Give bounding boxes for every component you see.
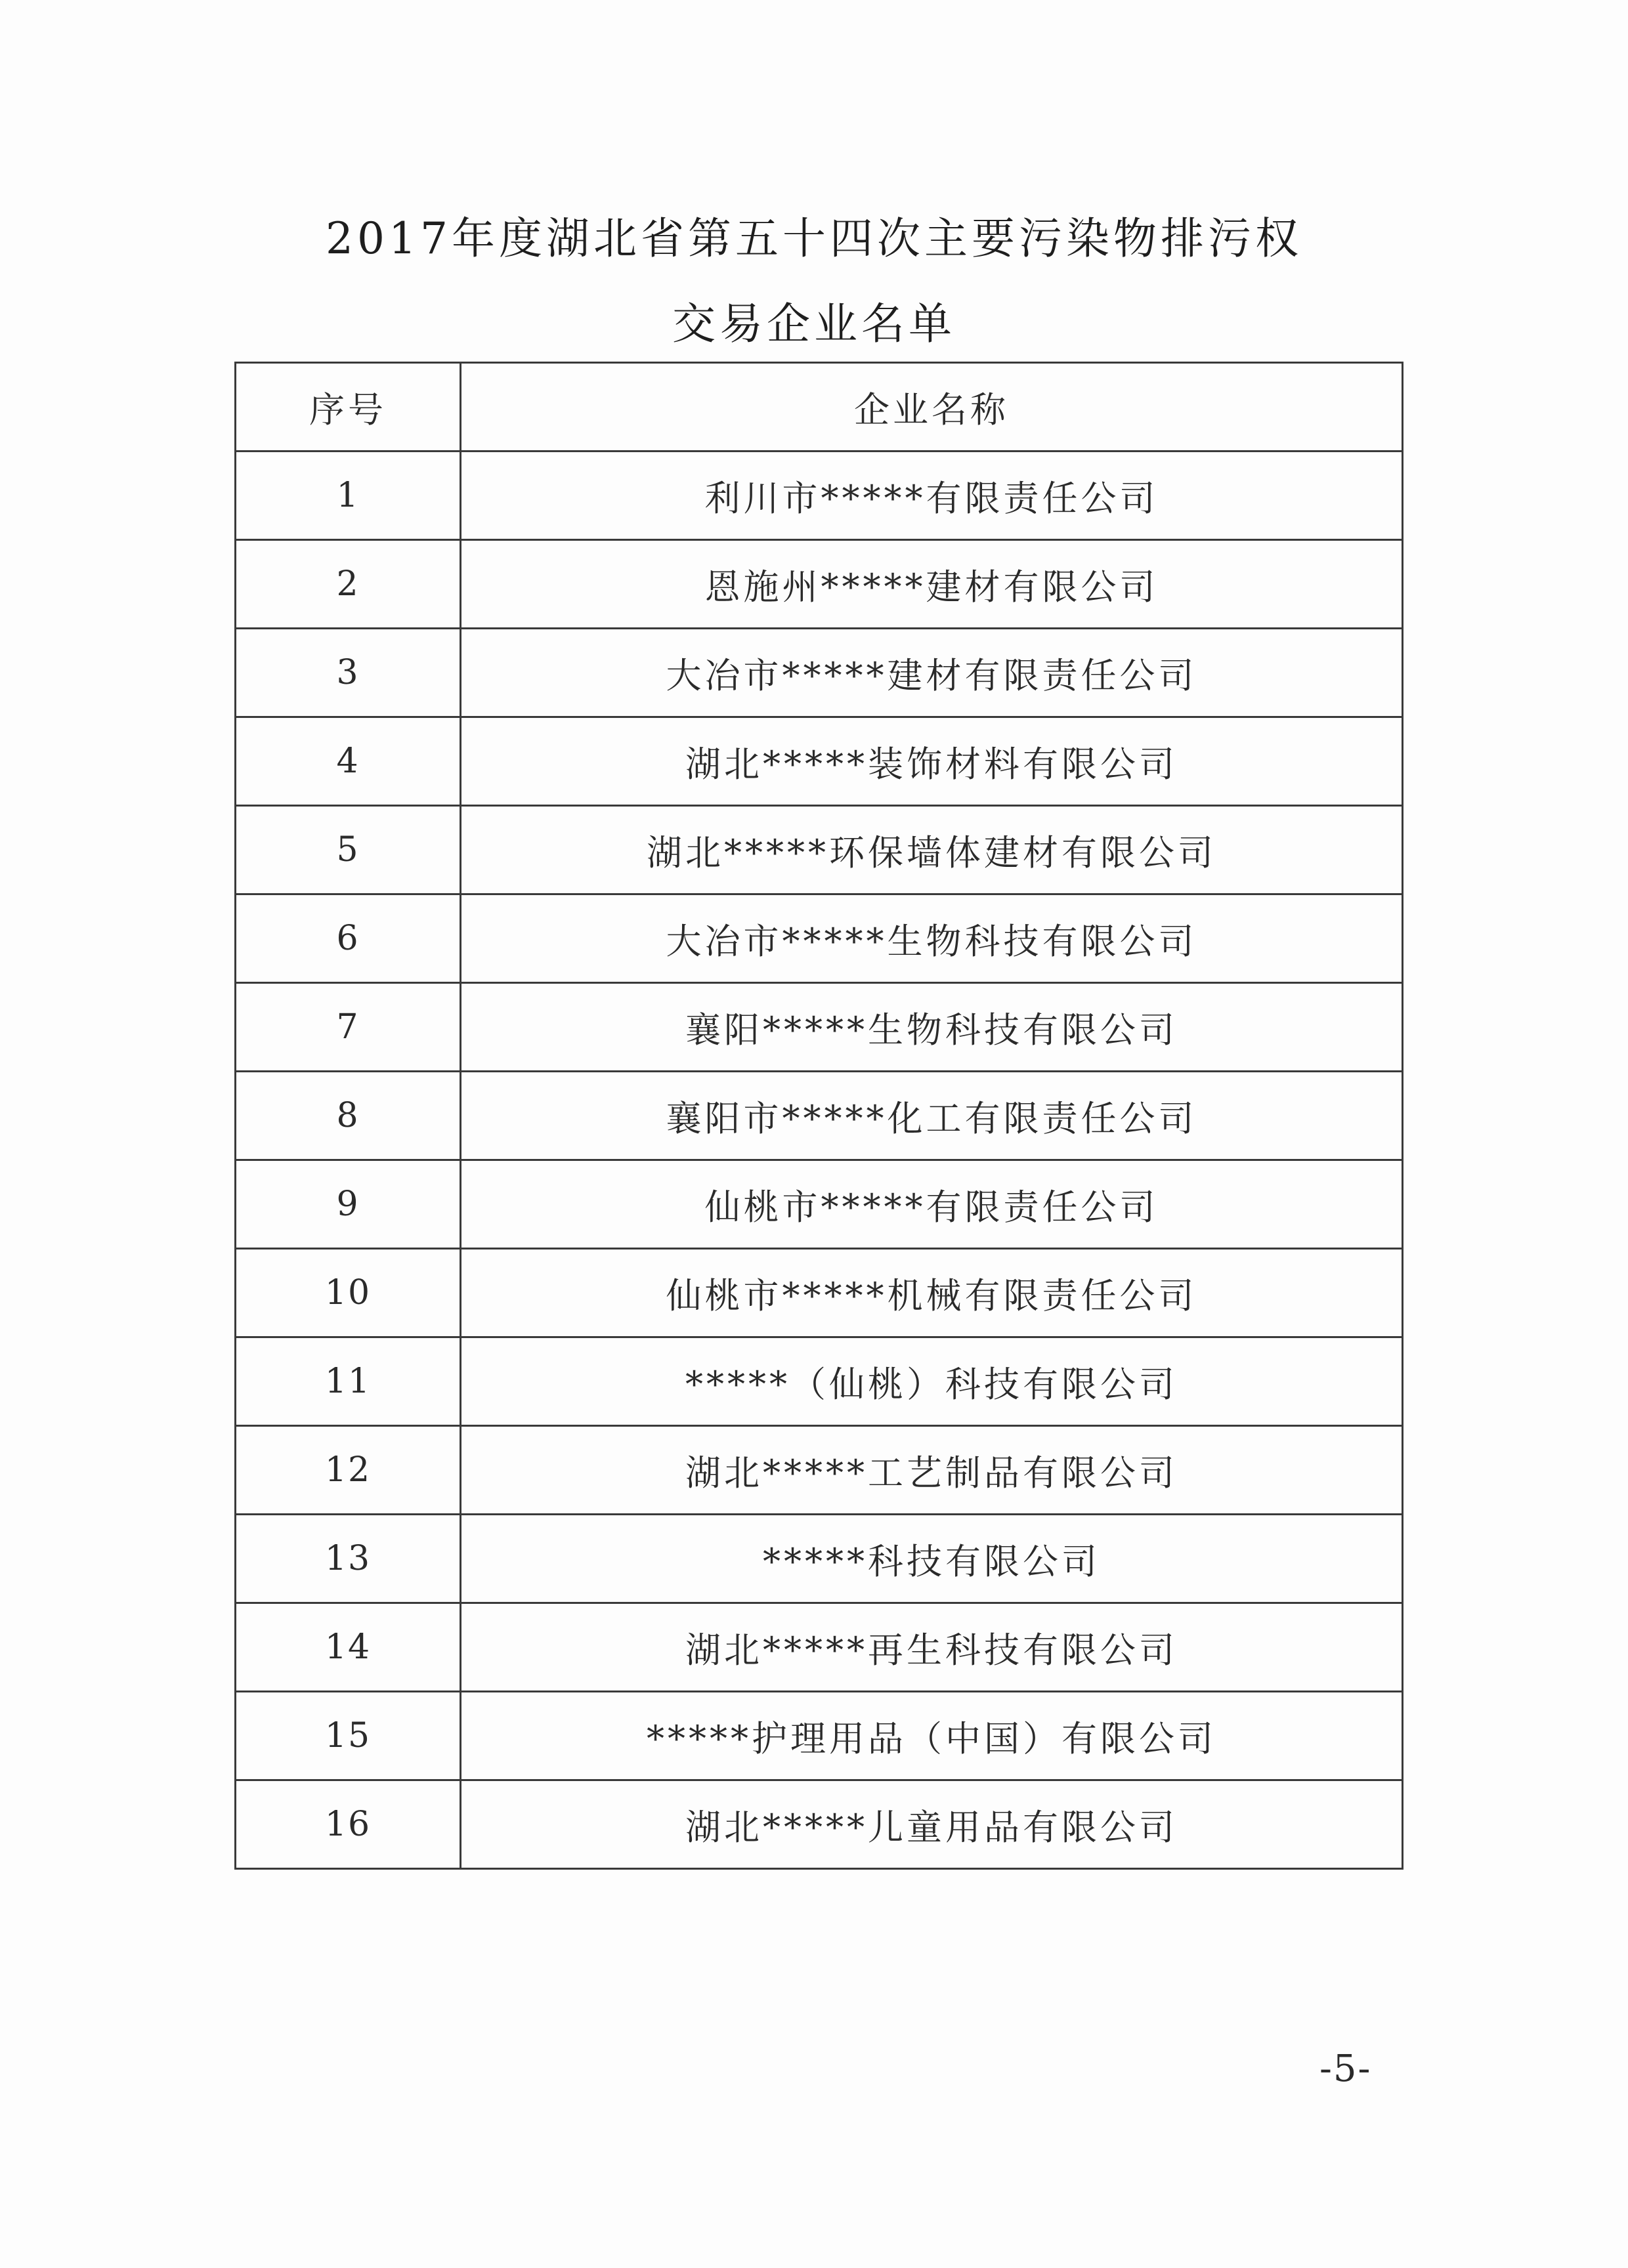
row-serial-number: 15 <box>236 1692 461 1780</box>
row-enterprise-name: 湖北*****工艺制品有限公司 <box>461 1426 1403 1515</box>
table-row <box>236 1337 1403 1426</box>
table-row <box>236 1160 1403 1249</box>
table-row <box>236 894 1403 983</box>
row-enterprise-name: 大冶市*****生物科技有限公司 <box>461 894 1403 983</box>
table-row <box>236 1072 1403 1160</box>
table-row <box>236 983 1403 1072</box>
row-enterprise-name: *****（仙桃）科技有限公司 <box>461 1337 1403 1426</box>
row-serial-number: 7 <box>236 983 461 1072</box>
row-serial-number: 6 <box>236 894 461 983</box>
table-row <box>236 452 1403 540</box>
row-serial-number: 3 <box>236 629 461 717</box>
enterprise-list-table <box>234 362 1403 1870</box>
table-row <box>236 806 1403 894</box>
row-serial-number: 13 <box>236 1515 461 1603</box>
row-enterprise-name: *****科技有限公司 <box>461 1515 1403 1603</box>
row-enterprise-name: 襄阳市*****化工有限责任公司 <box>461 1072 1403 1160</box>
table-row <box>236 1603 1403 1692</box>
table-row <box>236 1780 1403 1869</box>
row-serial-number: 4 <box>236 717 461 806</box>
table-row <box>236 1249 1403 1337</box>
row-serial-number: 1 <box>236 452 461 540</box>
page-number: -5- <box>1319 2048 1372 2090</box>
table-header-row <box>236 363 1403 452</box>
document-title-line-2: 交易企业名单 <box>672 299 956 349</box>
row-serial-number: 5 <box>236 806 461 894</box>
row-serial-number: 16 <box>236 1780 461 1869</box>
row-serial-number: 11 <box>236 1337 461 1426</box>
table-row <box>236 717 1403 806</box>
row-enterprise-name: 利川市*****有限责任公司 <box>461 452 1403 540</box>
row-serial-number: 12 <box>236 1426 461 1515</box>
row-enterprise-name: 恩施州*****建材有限公司 <box>461 540 1403 629</box>
table-row <box>236 540 1403 629</box>
row-serial-number: 10 <box>236 1249 461 1337</box>
table-row <box>236 1515 1403 1603</box>
row-enterprise-name: 仙桃市*****机械有限责任公司 <box>461 1249 1403 1337</box>
header-enterprise-name: 企业名称 <box>461 363 1403 452</box>
row-enterprise-name: 湖北*****儿童用品有限公司 <box>461 1780 1403 1869</box>
row-enterprise-name: 大冶市*****建材有限责任公司 <box>461 629 1403 717</box>
table-row <box>236 1692 1403 1780</box>
row-enterprise-name: 襄阳*****生物科技有限公司 <box>461 983 1403 1072</box>
row-serial-number: 9 <box>236 1160 461 1249</box>
row-serial-number: 8 <box>236 1072 461 1160</box>
row-enterprise-name: *****护理用品（中国）有限公司 <box>461 1692 1403 1780</box>
row-serial-number: 2 <box>236 540 461 629</box>
row-enterprise-name: 湖北*****装饰材料有限公司 <box>461 717 1403 806</box>
document-title-line-1: 2017年度湖北省第五十四次主要污染物排污权 <box>326 213 1302 264</box>
table-row <box>236 629 1403 717</box>
row-serial-number: 14 <box>236 1603 461 1692</box>
header-serial-number: 序号 <box>236 363 461 452</box>
row-enterprise-name: 仙桃市*****有限责任公司 <box>461 1160 1403 1249</box>
table-row <box>236 1426 1403 1515</box>
row-enterprise-name: 湖北*****再生科技有限公司 <box>461 1603 1403 1692</box>
row-enterprise-name: 湖北*****环保墙体建材有限公司 <box>461 806 1403 894</box>
